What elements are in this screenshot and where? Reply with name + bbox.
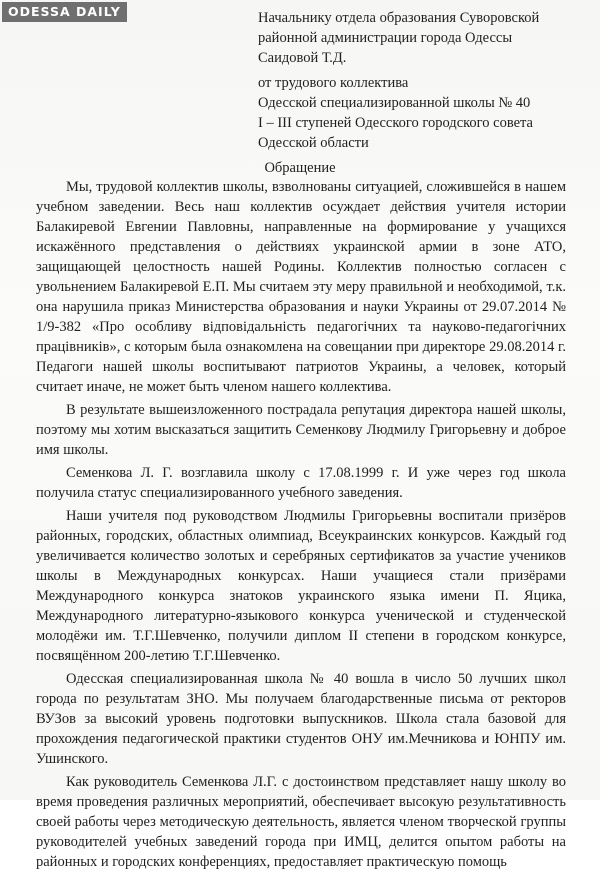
body-paragraph: Наши учителя под руководством Людмилы Григорьевны воспитали призёров районных, городских, областных олимпиад, Всеукраинских конкурсов. Каждый год увеличивается количество золотых и серебряных сертификатов за участие учеников школы в Международных конкурсах. Наши учащиеся стали призёрами Международного конкурса знатоков украинского языка имени П. Яцика, Международного литературно-языкового конкурса ученической и студенческой молодёжи им. Т.Г.Шевченко, получили диплом II степени в городском конкурсе, посвящённом 200-летию Т.Г.Шевченко. bbox=[36, 508, 566, 664]
letter-body bbox=[36, 177, 566, 875]
body-paragraph: Одесская специализированная школа № 40 вошла в число 50 лучших школ города по результатам ЗНО. Мы получаем благодарственные письма от ректоров ВУЗов за высокий уровень подготовки выпускников. Школа стала базовой для прохождения педагогической практики студентов ОНУ им.Мечникова и ЮНПУ им. Ушинского. bbox=[36, 671, 566, 767]
body-paragraph: Как руководитель Семенкова Л.Г. с достоинством представляет нашу школу во время проведения различных мероприятий, обеспечивает высокую результативность своей работы через методическую деятельность, является членом творческой группы руководителей учебных заведений города при ИМЦ, делится опытом работы на районных и городских конференциях, предоставляет практическую помощь bbox=[36, 774, 566, 870]
sender-line: от трудового коллектива bbox=[258, 75, 409, 91]
addressee-line: Саидовой Т.Д. bbox=[258, 50, 347, 66]
sender-line: Одесской специализированной школы № 40 bbox=[258, 95, 531, 111]
addressee-line: Начальнику отдела образования Суворовской bbox=[258, 10, 540, 26]
sender-line: I – III ступеней Одесского городского совета bbox=[258, 115, 533, 131]
sender-block bbox=[258, 73, 588, 153]
body-paragraph: В результате вышеизложенного пострадала репутация директора нашей школы, поэтому мы хотим высказаться защитить Семенкову Людмилу Григорьевну и доброе имя школы. bbox=[36, 402, 566, 458]
sender-line: Одесской области bbox=[258, 135, 369, 151]
site-watermark: ODESSA DAILY bbox=[2, 2, 127, 22]
body-paragraph: Семенкова Л. Г. возглавила школу с 17.08.1999 г. И уже через год школа получила статус специализированного учебного заведения. bbox=[36, 465, 566, 501]
body-paragraph: Мы, трудовой коллектив школы, взволнованы ситуацией, сложившейся в нашем учебном заведении. Весь наш коллектив осуждает действия учителя истории Балакиревой Евгении Павловны, направленные на формирование у учащихся искажённого представления о действиях украинской армии в зоне АТО, защищающей целостность нашей Родины. Коллектив полностью согласен с увольнением Балакиревой Е.П. Мы считаем эту меру правильной и необходимой, т.к. она нарушила приказ Министерства образования и науки Украины от 29.07.2014 № 1/9-382 «Про особливу відповідальність педагогічних та науково-педагогічних працівників», с которым была ознакомлена на совещании при директоре 29.08.2014 г. Педагоги нашей школы воспитывают патриотов Украины, а человек, который считает иначе, не может быть членом нашего коллектива. bbox=[36, 179, 566, 395]
addressee-line: районной администрации города Одессы bbox=[258, 30, 513, 46]
addressee-block bbox=[258, 8, 588, 68]
document-title: Обращение bbox=[264, 160, 336, 176]
